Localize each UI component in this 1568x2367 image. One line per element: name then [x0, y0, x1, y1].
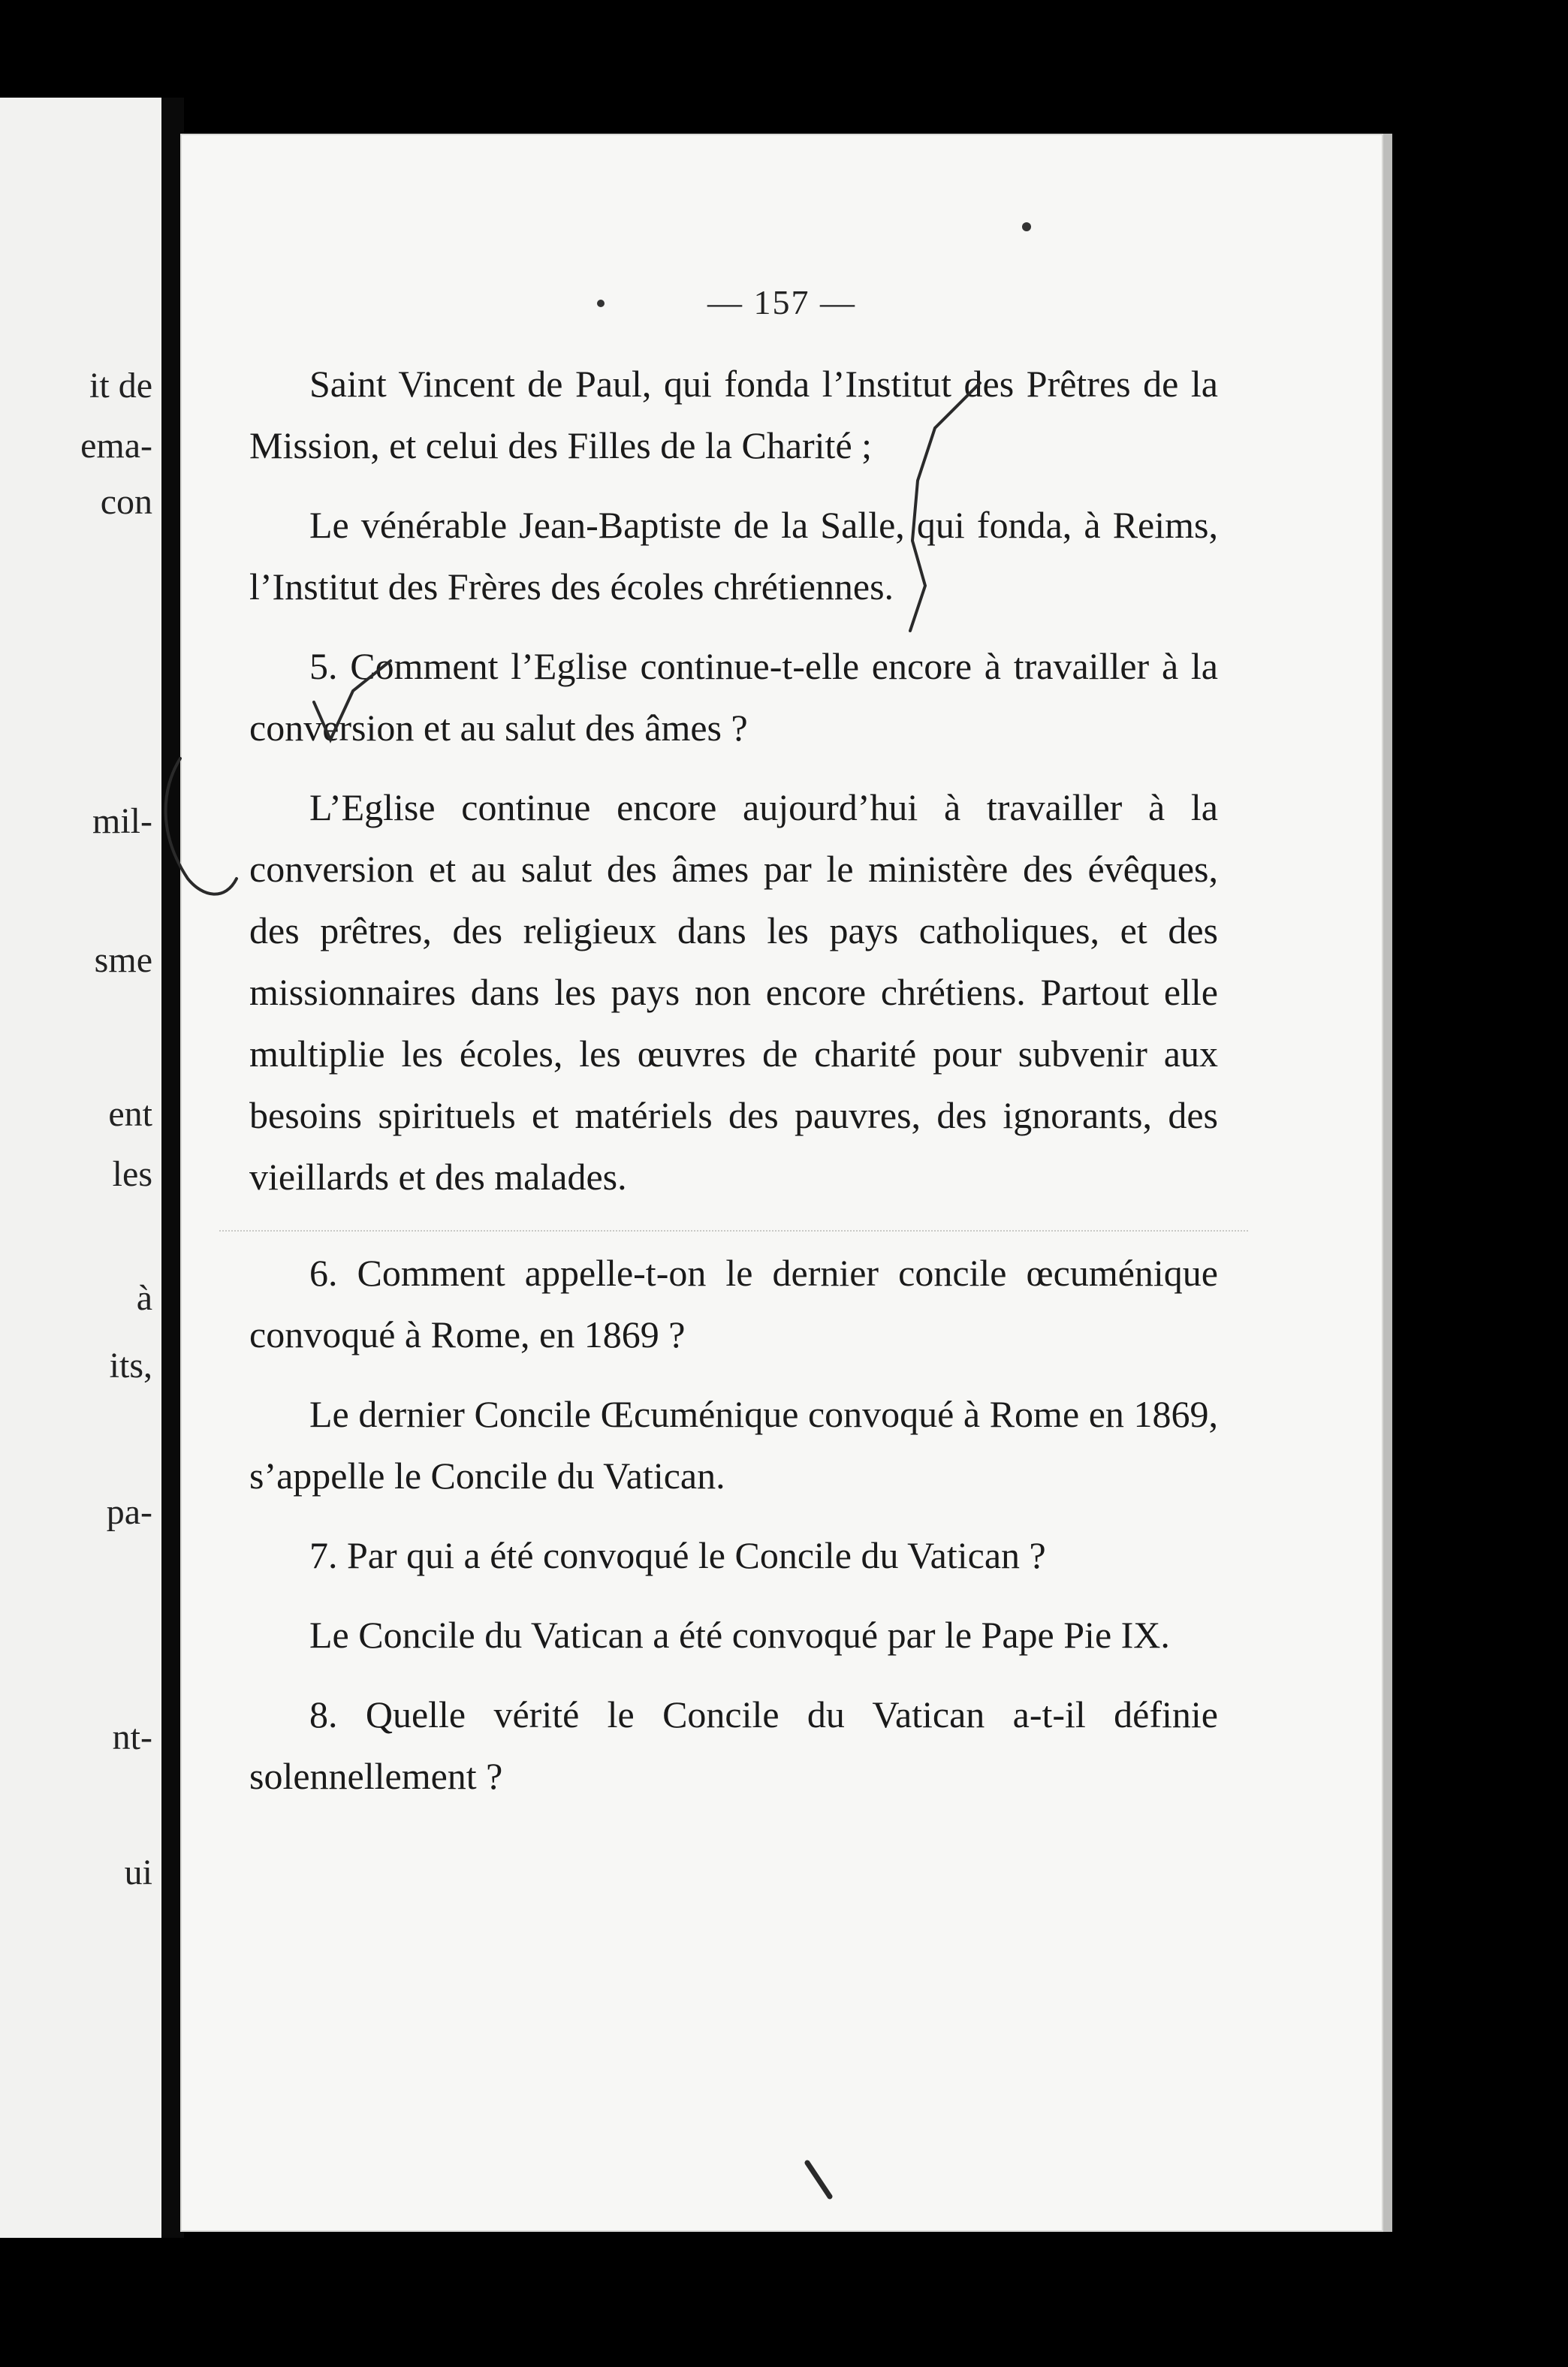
left-page-fragment: sme	[94, 940, 152, 980]
question-6: 6. Comment appelle-t-on le dernier concile œcuménique convoqué à Rome, en 1869 ?	[249, 1252, 1218, 1355]
page-edge-shadow	[1383, 134, 1392, 2232]
left-page-fragment: à	[136, 1278, 152, 1318]
left-page-fragment: ui	[124, 1853, 152, 1892]
page-number: — 157 —	[707, 283, 856, 321]
answer-6: Le dernier Concile Œcuménique convoqué à Rome en 1869, s’appelle le Concile du Vatican.	[249, 1393, 1218, 1497]
question-8: 8. Quelle vérité le Concile du Vatican a-t-il définie solennellement ?	[249, 1693, 1218, 1797]
answer-5: L’Eglise continue encore aujourd’hui à travailler à la conversion et au salut des âmes par le ministère des évêques, des prêtres, des religieux dans les pays catholiques, et des missionnaires dans les pays non encore chrétiens. Partout elle multiplie les écoles, les œuvres de charité pour subvenir aux besoins spirituels et matériels des pauvres, des ignorants, des vieillards et des malades.	[249, 786, 1218, 1198]
left-page-fragment: ent	[108, 1094, 152, 1134]
left-page-fragment: nt-	[112, 1717, 152, 1757]
section-divider	[219, 1230, 1248, 1232]
left-page-fragment: it de	[89, 366, 152, 406]
paragraph: Le vénérable Jean-Baptiste de la Salle, qui fonda, à Reims, l’Institut des Frères des écoles chrétiennes.	[249, 504, 1218, 608]
left-page-fragment: mil-	[92, 801, 152, 841]
question-7: 7. Par qui a été convoqué le Concile du Vatican ?	[309, 1534, 1046, 1576]
question-5: 5. Comment l’Eglise continue-t-elle encore à travailler à la conversion et au salut des âmes ?	[249, 645, 1218, 749]
answer-7: Le Concile du Vatican a été convoqué par le Pape Pie IX.	[309, 1614, 1170, 1656]
left-page-fragment: ema-	[80, 426, 152, 466]
previous-page-edge	[0, 98, 161, 2238]
left-page-fragment: its,	[109, 1346, 152, 1386]
page-text	[249, 353, 1218, 1825]
left-page-fragment: con	[100, 482, 152, 522]
paragraph: Saint Vincent de Paul, qui fonda l’Institut des Prêtres de la Mission, et celui des Filles de la Charité ;	[249, 363, 1218, 466]
left-page-fragment: pa-	[106, 1492, 152, 1532]
left-page-fragment: les	[112, 1154, 152, 1194]
